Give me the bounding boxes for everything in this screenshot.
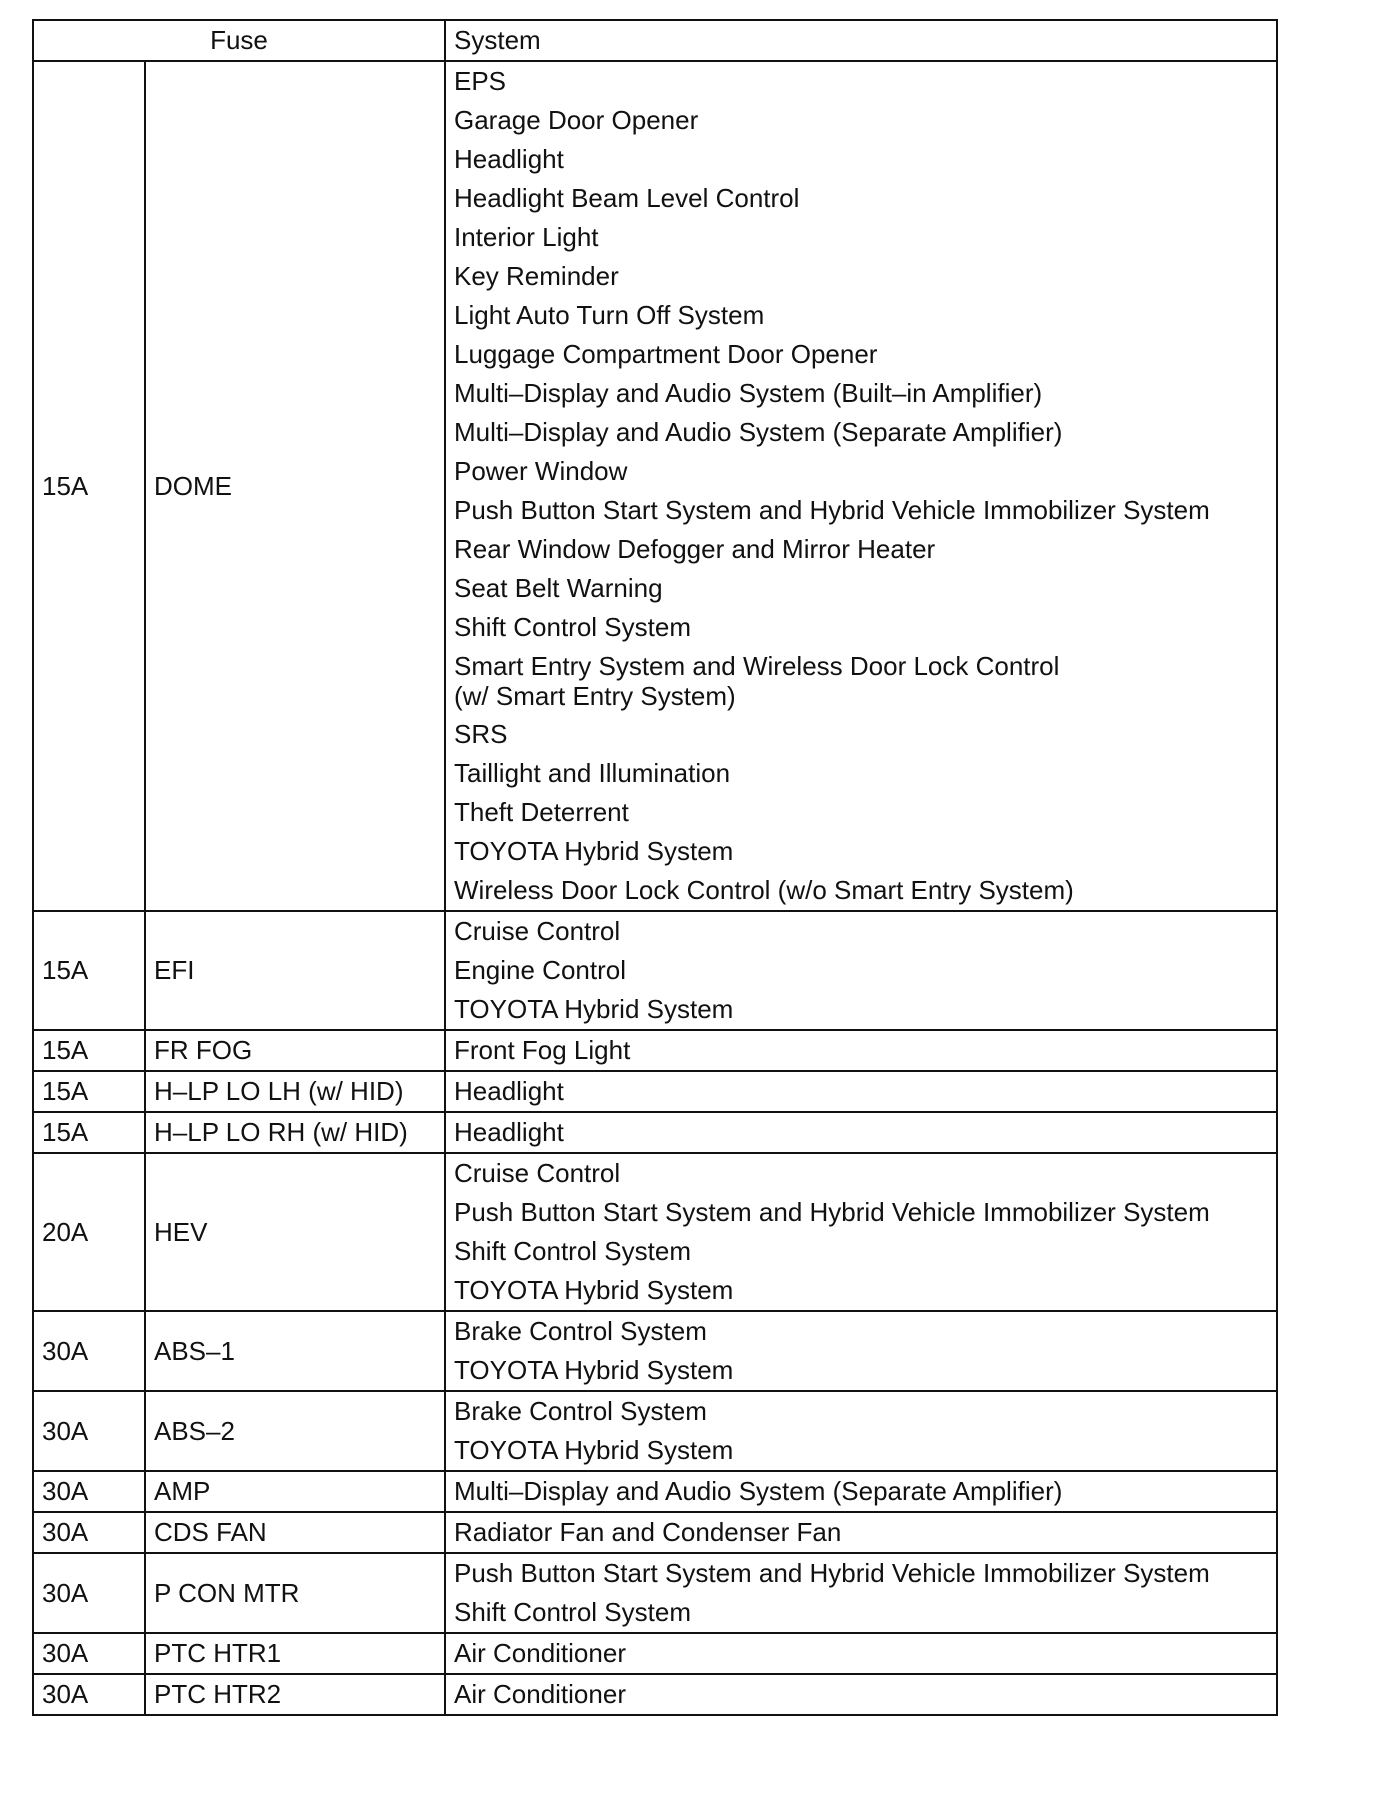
fuse-amperage: 30A bbox=[33, 1674, 145, 1715]
table-row bbox=[33, 1153, 1277, 1311]
system-item: Cruise Control bbox=[454, 916, 621, 946]
system-item: EPS bbox=[454, 66, 507, 96]
system-item: Push Button Start System and Hybrid Vehicle Immobilizer System bbox=[454, 495, 1210, 525]
system-item: Rear Window Defogger and Mirror Heater bbox=[454, 534, 936, 564]
system-item: Multi–Display and Audio System (Built–in Amplifier) bbox=[454, 378, 1043, 408]
system-item: Key Reminder bbox=[454, 261, 619, 291]
system-item: TOYOTA Hybrid System bbox=[454, 1275, 734, 1305]
fuse-amperage: 15A bbox=[33, 1071, 145, 1112]
system-item: Shift Control System bbox=[454, 1236, 691, 1266]
system-item: Headlight bbox=[454, 1076, 564, 1106]
system-item: Front Fog Light bbox=[454, 1035, 631, 1065]
table-row bbox=[33, 1112, 1277, 1153]
system-item: Headlight Beam Level Control bbox=[454, 183, 800, 213]
fuse-amperage: 30A bbox=[33, 1311, 145, 1391]
fuse-amperage: 30A bbox=[33, 1633, 145, 1674]
system-item: TOYOTA Hybrid System bbox=[454, 1435, 734, 1465]
fuse-table bbox=[32, 19, 1278, 1716]
system-item: SRS bbox=[454, 719, 508, 749]
system-list bbox=[445, 1471, 1277, 1512]
system-item: Wireless Door Lock Control (w/o Smart Entry System) bbox=[454, 875, 1074, 905]
table-row bbox=[33, 911, 1277, 1030]
system-item: Shift Control System bbox=[454, 612, 691, 642]
system-item: Cruise Control bbox=[454, 1158, 621, 1188]
system-item: Push Button Start System and Hybrid Vehicle Immobilizer System bbox=[454, 1558, 1210, 1588]
system-item: Brake Control System bbox=[454, 1396, 707, 1426]
fuse-name: AMP bbox=[145, 1471, 445, 1512]
table-row bbox=[33, 1633, 1277, 1674]
fuse-amperage: 30A bbox=[33, 1512, 145, 1553]
table-row bbox=[33, 1030, 1277, 1071]
system-item: Garage Door Opener bbox=[454, 105, 699, 135]
fuse-name: ABS–2 bbox=[145, 1391, 445, 1471]
system-item: Shift Control System bbox=[454, 1597, 691, 1627]
table-row bbox=[33, 1391, 1277, 1471]
table-row bbox=[33, 1553, 1277, 1633]
fuse-amperage: 30A bbox=[33, 1471, 145, 1512]
system-list bbox=[445, 61, 1277, 911]
system-item: Brake Control System bbox=[454, 1316, 707, 1346]
table-row bbox=[33, 1471, 1277, 1512]
system-item: Push Button Start System and Hybrid Vehicle Immobilizer System bbox=[454, 1197, 1210, 1227]
system-item: Headlight bbox=[454, 144, 564, 174]
fuse-amperage: 20A bbox=[33, 1153, 145, 1311]
system-item: Engine Control bbox=[454, 955, 626, 985]
fuse-name: H–LP LO LH (w/ HID) bbox=[145, 1071, 445, 1112]
system-item: Luggage Compartment Door Opener bbox=[454, 339, 878, 369]
system-item: Multi–Display and Audio System (Separate Amplifier) bbox=[454, 417, 1063, 447]
system-item: Power Window bbox=[454, 456, 628, 486]
system-item: Taillight and Illumination bbox=[454, 758, 731, 788]
system-item: Radiator Fan and Condenser Fan bbox=[454, 1517, 842, 1547]
system-list bbox=[445, 1071, 1277, 1112]
system-item: Theft Deterrent bbox=[454, 797, 629, 827]
table-row bbox=[33, 1071, 1277, 1112]
system-list bbox=[445, 1391, 1277, 1471]
system-list bbox=[445, 1553, 1277, 1633]
system-list bbox=[445, 1030, 1277, 1071]
table-header-row bbox=[33, 20, 1277, 61]
header-fuse: Fuse bbox=[33, 20, 445, 61]
system-list bbox=[445, 911, 1277, 1030]
system-list bbox=[445, 1112, 1277, 1153]
system-list bbox=[445, 1153, 1277, 1311]
system-item: Multi–Display and Audio System (Separate Amplifier) bbox=[454, 1476, 1063, 1506]
system-list bbox=[445, 1512, 1277, 1553]
fuse-name: DOME bbox=[145, 61, 445, 911]
fuse-name: PTC HTR2 bbox=[145, 1674, 445, 1715]
fuse-amperage: 15A bbox=[33, 1030, 145, 1071]
system-item: Smart Entry System and Wireless Door Lock Control (w/ Smart Entry System) bbox=[454, 651, 1060, 711]
system-list bbox=[445, 1311, 1277, 1391]
system-item: Interior Light bbox=[454, 222, 599, 252]
system-list bbox=[445, 1674, 1277, 1715]
fuse-name: P CON MTR bbox=[145, 1553, 445, 1633]
fuse-amperage: 15A bbox=[33, 911, 145, 1030]
system-item: Air Conditioner bbox=[454, 1679, 626, 1709]
table-row bbox=[33, 1674, 1277, 1715]
system-item: Seat Belt Warning bbox=[454, 573, 663, 603]
table-body bbox=[33, 61, 1277, 1715]
system-item: TOYOTA Hybrid System bbox=[454, 836, 734, 866]
fuse-name: EFI bbox=[145, 911, 445, 1030]
fuse-name: ABS–1 bbox=[145, 1311, 445, 1391]
system-item: Air Conditioner bbox=[454, 1638, 626, 1668]
system-list bbox=[445, 1633, 1277, 1674]
fuse-name: PTC HTR1 bbox=[145, 1633, 445, 1674]
system-item: TOYOTA Hybrid System bbox=[454, 994, 734, 1024]
fuse-name: H–LP LO RH (w/ HID) bbox=[145, 1112, 445, 1153]
fuse-name: CDS FAN bbox=[145, 1512, 445, 1553]
system-item: Headlight bbox=[454, 1117, 564, 1147]
table-row bbox=[33, 61, 1277, 911]
fuse-amperage: 30A bbox=[33, 1391, 145, 1471]
table-row bbox=[33, 1311, 1277, 1391]
header-system: System bbox=[445, 20, 1277, 61]
fuse-name: HEV bbox=[145, 1153, 445, 1311]
fuse-amperage: 15A bbox=[33, 61, 145, 911]
table-row bbox=[33, 1512, 1277, 1553]
system-item: Light Auto Turn Off System bbox=[454, 300, 765, 330]
system-item: TOYOTA Hybrid System bbox=[454, 1355, 734, 1385]
fuse-amperage: 15A bbox=[33, 1112, 145, 1153]
fuse-name: FR FOG bbox=[145, 1030, 445, 1071]
fuse-amperage: 30A bbox=[33, 1553, 145, 1633]
